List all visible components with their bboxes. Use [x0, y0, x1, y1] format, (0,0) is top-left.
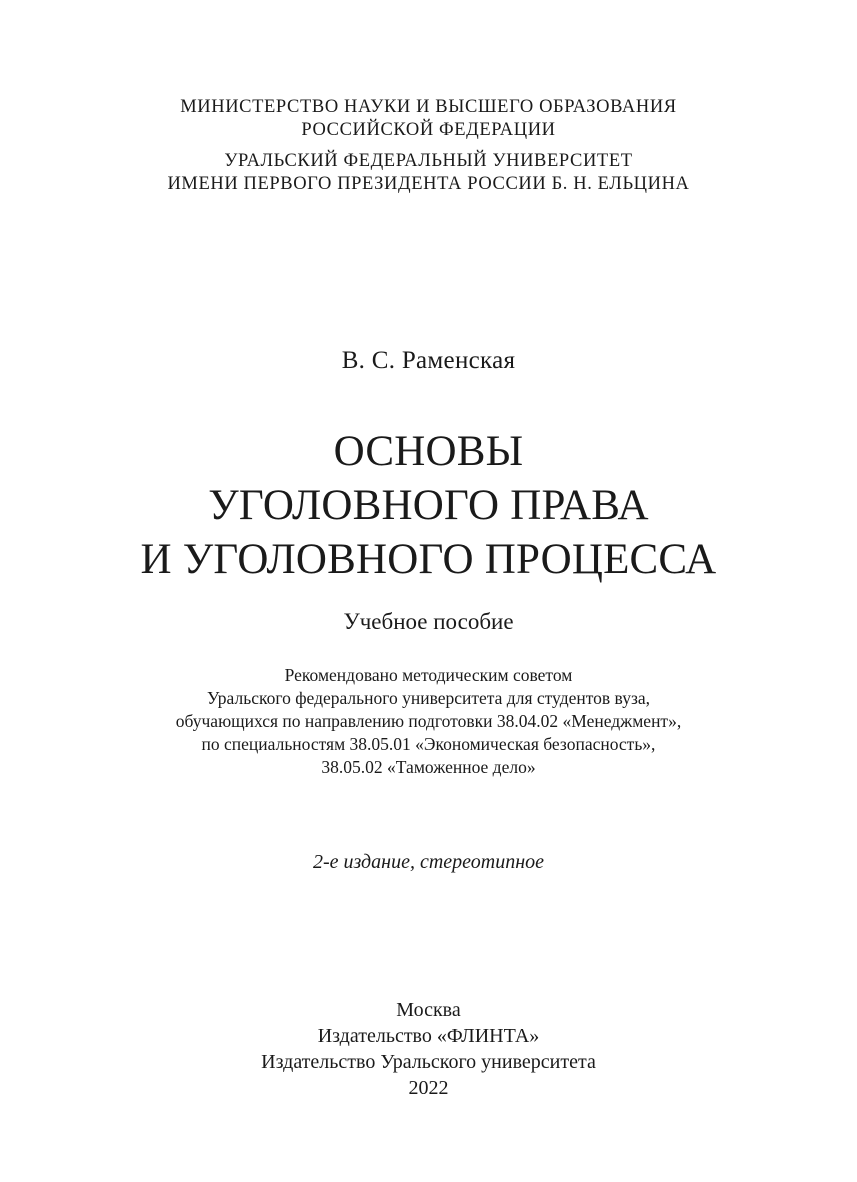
university-line-2: ИМЕНИ ПЕРВОГО ПРЕЗИДЕНТА РОССИИ Б. Н. ЕЛЬЦИНА [167, 174, 690, 194]
ministry-line-2: РОССИЙСКОЙ ФЕДЕРАЦИИ [301, 120, 556, 140]
recommendation-text [0, 664, 857, 779]
ministry-line-1: МИНИСТЕРСТВО НАУКИ И ВЫСШЕГО ОБРАЗОВАНИЯ [180, 97, 677, 117]
imprint [0, 997, 857, 1101]
university-line-1: УРАЛЬСКИЙ ФЕДЕРАЛЬНЫЙ УНИВЕРСИТЕТ [224, 151, 633, 171]
recommendation-line-1: Рекомендовано методическим советом [284, 665, 573, 685]
recommendation-line-4: по специальностям 38.05.01 «Экономическая безопасность», [201, 734, 656, 754]
ministry-heading [0, 96, 857, 142]
recommendation-line-2: Уральского федерального университета для студентов вуза, [206, 688, 651, 708]
imprint-city: Москва [396, 999, 461, 1021]
recommendation-line-5: 38.05.02 «Таможенное дело» [321, 757, 536, 777]
author-name: В. С. Раменская [341, 347, 516, 374]
book-title [0, 425, 857, 587]
imprint-publisher-2: Издательство Уральского университета [261, 1051, 596, 1073]
recommendation-line-3: обучающихся по направлению подготовки 38.04.02 «Менеджмент», [175, 711, 682, 731]
edition-note: 2-е издание, стереотипное [312, 851, 545, 873]
book-subtitle: Учебное пособие [343, 609, 514, 634]
imprint-year: 2022 [408, 1077, 449, 1099]
title-line-2: УГОЛОВНОГО ПРАВА [208, 482, 649, 529]
imprint-publisher-1: Издательство «ФЛИНТА» [317, 1025, 540, 1047]
title-line-3: И УГОЛОВНОГО ПРОЦЕССА [140, 536, 717, 583]
title-line-1: ОСНОВЫ [333, 428, 524, 475]
university-heading [0, 150, 857, 196]
